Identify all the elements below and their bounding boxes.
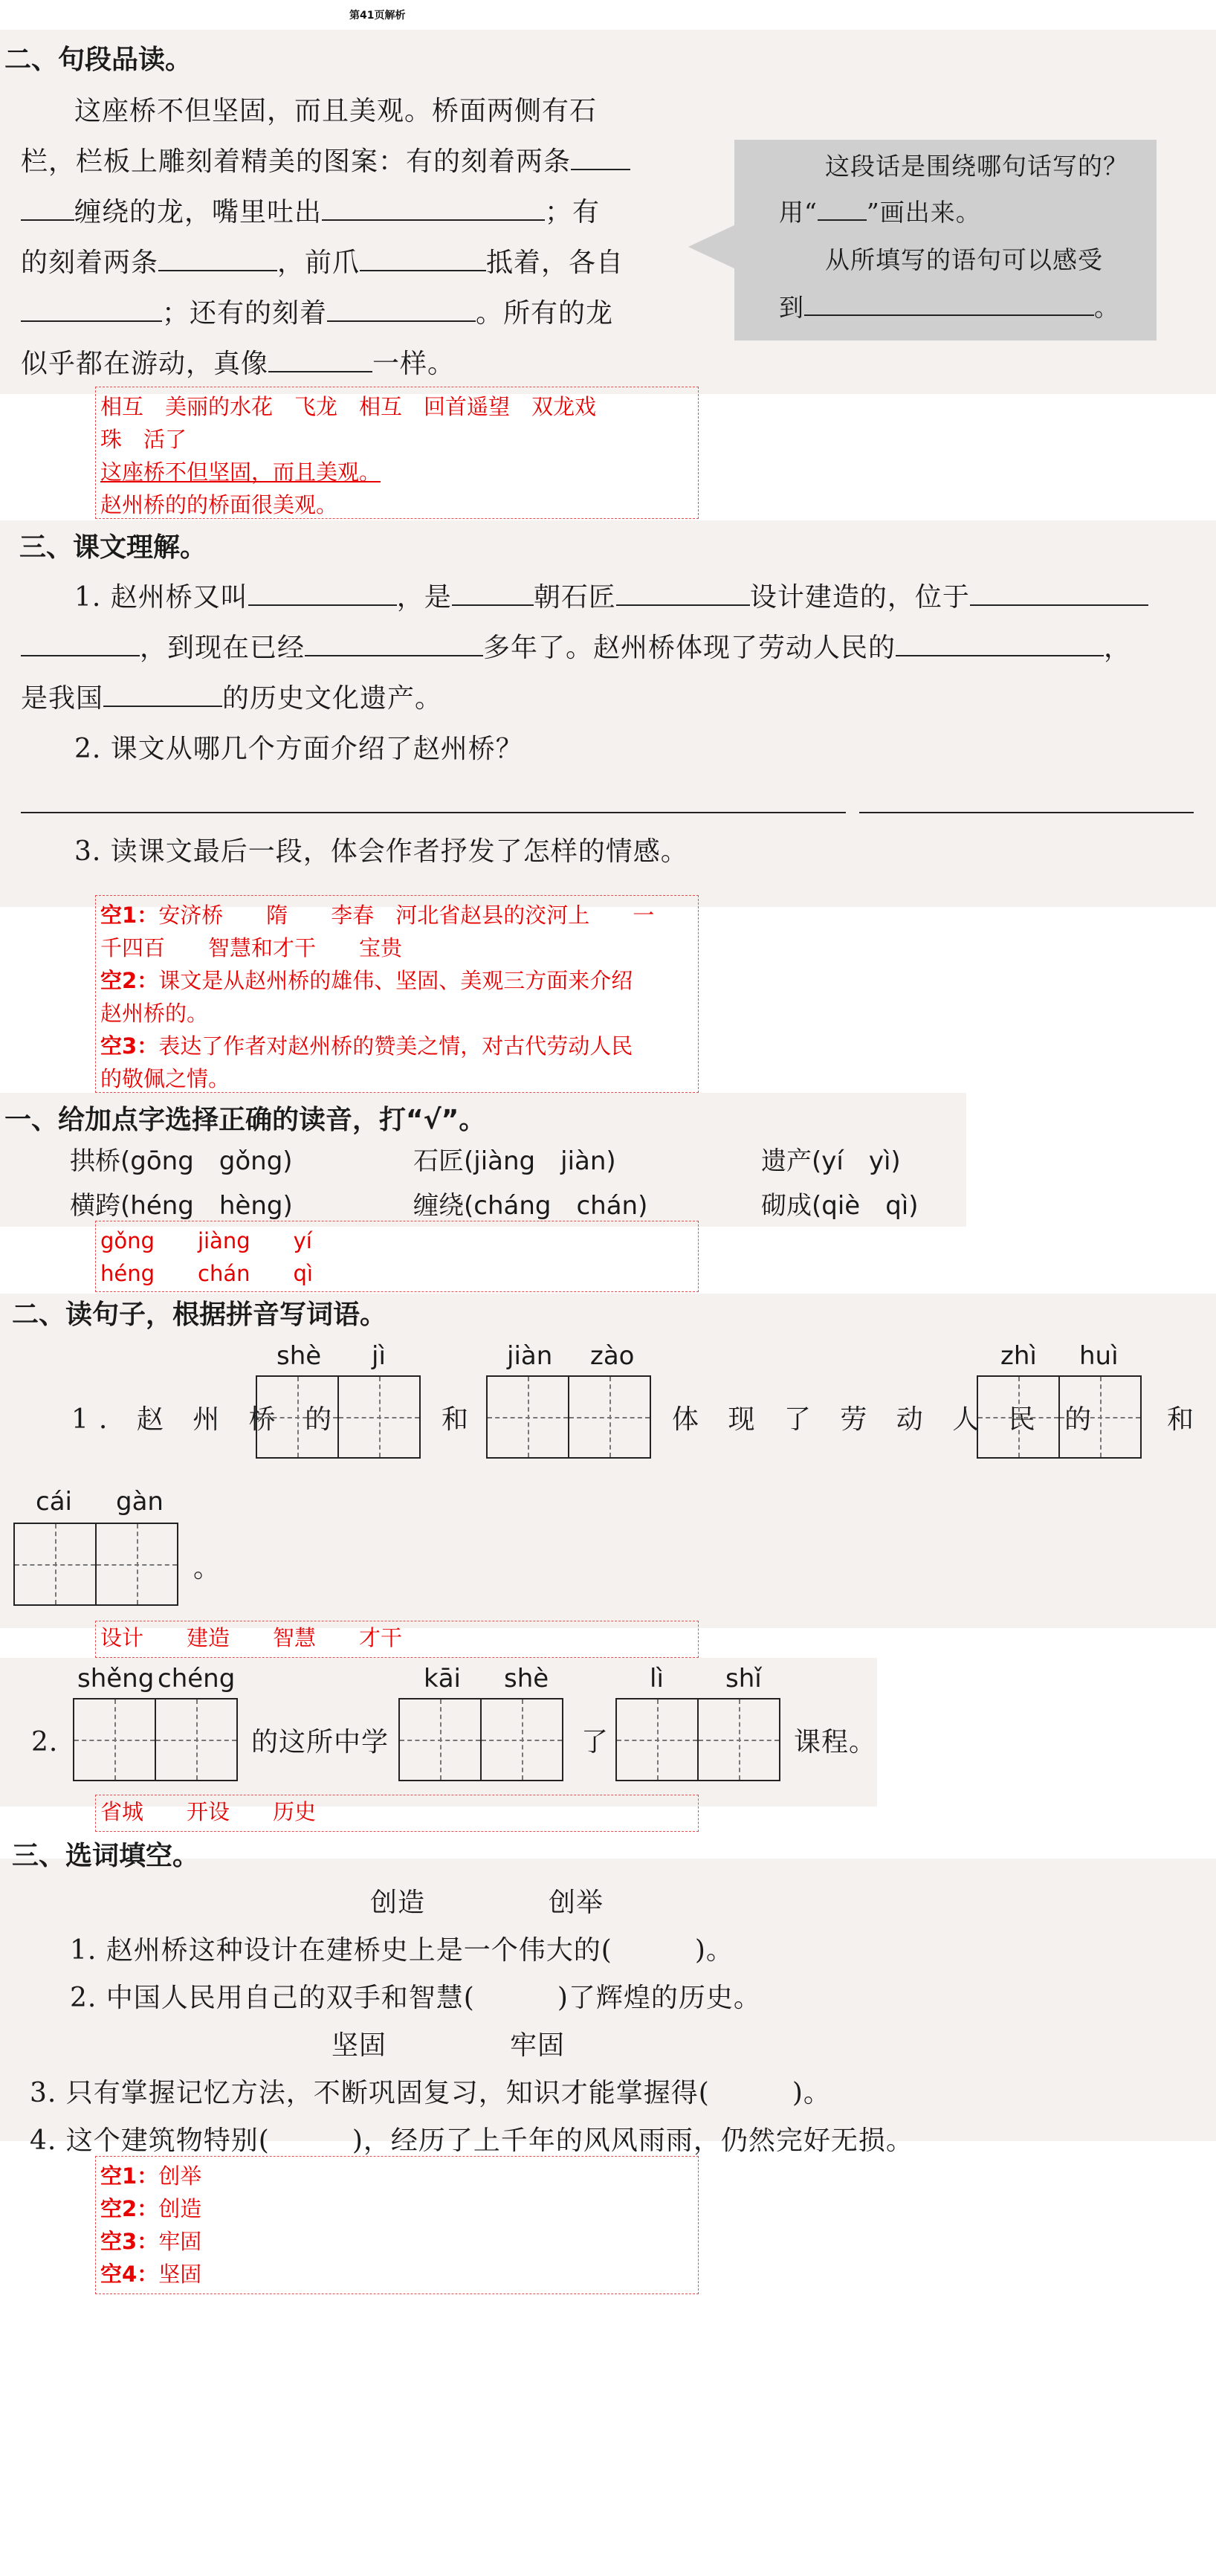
bubble-text: 这段话是围绕哪句话写的？	[825, 152, 1128, 181]
blank[interactable]	[305, 625, 483, 656]
text: ”画出来。	[866, 198, 981, 227]
pinyin: jì	[372, 1341, 386, 1371]
pinyin-choice-item[interactable]	[761, 1140, 901, 1177]
answer-line: héng chán qì	[100, 1261, 313, 1286]
text: 抵着，各自	[486, 248, 624, 278]
answer-box	[95, 1221, 699, 1292]
sentence-text: 和	[1167, 1404, 1195, 1435]
writing-grid[interactable]	[977, 1375, 1140, 1459]
blank[interactable]	[970, 575, 1148, 606]
options: (gōng gǒng)	[120, 1146, 293, 1176]
blank[interactable]	[322, 190, 545, 221]
answer-line: 赵州桥的。	[100, 1001, 209, 1026]
answer-line-blank[interactable]	[859, 812, 1194, 813]
blank[interactable]	[248, 575, 397, 606]
text: 1. 赵州桥又叫	[74, 582, 248, 613]
question-line: 3. 读课文最后一段，体会作者抒发了怎样的情感。	[74, 836, 688, 867]
answer-line	[100, 2258, 693, 2291]
word-choice: 牢固	[510, 2030, 566, 2061]
text: 多年了。赵州桥体现了劳动人民的	[483, 633, 896, 663]
answer-value: 安济桥 隋 李春 河北省赵县的洨河上 一	[158, 903, 655, 928]
grid-cell[interactable]	[615, 1698, 699, 1781]
blank[interactable]	[21, 625, 140, 656]
text: 似乎都在游动，真像	[21, 349, 269, 379]
text: 一样。	[372, 349, 456, 379]
text: 的刻着两条	[21, 248, 159, 278]
pinyin-choice-item[interactable]	[413, 1140, 616, 1177]
answer-value: 表达了作者对赵州桥的赞美之情，对古代劳动人民	[158, 1033, 633, 1059]
pinyin: zhì	[1000, 1341, 1037, 1371]
answer-box	[95, 895, 699, 1093]
grid-cell[interactable]	[256, 1375, 339, 1459]
grid-cell[interactable]	[486, 1375, 569, 1459]
paragraph-line	[21, 288, 613, 339]
blank[interactable]	[616, 575, 750, 606]
blank[interactable]	[571, 139, 630, 170]
text: 栏，栏板上雕刻着精美的图案：有的刻着两条	[21, 146, 572, 177]
pinyin: shè	[504, 1664, 549, 1694]
options: (qiè qì)	[812, 1191, 919, 1221]
pinyin: shè	[276, 1341, 322, 1371]
question-line[interactable]: 2. 中国人民用自己的双手和智慧( )了辉煌的历史。	[70, 1983, 761, 2013]
answer-line: 的敬佩之情。	[100, 1066, 230, 1091]
word: 拱桥	[70, 1146, 120, 1176]
sentence-text: 2.	[31, 1727, 59, 1757]
writing-grid[interactable]	[615, 1698, 779, 1781]
options: (yí yì)	[812, 1146, 901, 1176]
pinyin: shǐ	[725, 1664, 762, 1694]
writing-grid[interactable]	[256, 1375, 419, 1459]
grid-cell[interactable]	[13, 1523, 97, 1606]
options: (jiàng jiàn)	[464, 1146, 616, 1176]
bubble-text: 从所填写的语句可以感受	[825, 245, 1103, 274]
answer-key: 空2：	[100, 2196, 159, 2221]
pinyin: chéng	[158, 1664, 236, 1694]
answer-value: 牢固	[158, 2229, 202, 2254]
pinyin: gàn	[116, 1487, 164, 1517]
paragraph-line	[21, 339, 455, 390]
text: 用“	[779, 198, 818, 227]
bubble-pointer	[688, 225, 736, 269]
blank[interactable]	[896, 625, 1104, 656]
grid-cell[interactable]	[977, 1375, 1060, 1459]
grid-cell[interactable]	[337, 1375, 421, 1459]
blank[interactable]	[158, 240, 277, 271]
answer-line: 珠 活了	[100, 427, 187, 452]
sentence-text: 。	[193, 1553, 221, 1584]
answer-box	[95, 1795, 699, 1832]
blank[interactable]	[21, 291, 162, 322]
answer-box	[95, 2156, 699, 2294]
text: ，是	[396, 582, 452, 613]
answer-line: 赵州桥的的桥面很美观。	[100, 492, 338, 517]
grid-cell[interactable]	[1058, 1375, 1142, 1459]
pinyin: lì	[650, 1664, 664, 1694]
sentence-text: 1. 赵 州 桥 的	[71, 1404, 343, 1435]
text: ，	[1104, 633, 1132, 663]
answer-key: 空4：	[100, 2262, 159, 2287]
answer-line: gǒng jiàng yí	[100, 1228, 312, 1253]
text: 朝石匠	[533, 582, 616, 613]
paragraph-line	[21, 137, 630, 187]
text: ；还有的刻着	[162, 298, 328, 329]
grid-cell[interactable]	[398, 1698, 482, 1781]
text: 设计建造的，位于	[749, 582, 970, 613]
paragraph-line	[21, 187, 600, 238]
blank[interactable]	[804, 288, 1094, 316]
word: 遗产	[761, 1146, 812, 1176]
bubble-text	[779, 187, 981, 238]
question-line[interactable]: 3. 只有掌握记忆方法，不断巩固复习，知识才能掌握得( )。	[30, 2078, 831, 2108]
answer-line	[100, 1030, 693, 1062]
sentence-text: 体 现 了 劳 动 人 民 的	[672, 1404, 1102, 1435]
answer-key: 空2：	[100, 968, 159, 993]
grid-cell[interactable]	[95, 1523, 178, 1606]
answer-line	[100, 899, 693, 932]
section-heading: 二、句段品读。	[4, 45, 193, 75]
pinyin: zào	[590, 1341, 635, 1371]
blank[interactable]	[818, 193, 867, 221]
options: (cháng chán)	[464, 1191, 648, 1221]
blank[interactable]	[452, 575, 534, 606]
text: 的历史文化遗产。	[222, 683, 443, 714]
pinyin: kāi	[424, 1664, 461, 1694]
text: ，到现在已经	[140, 633, 305, 663]
answer-key: 空1：	[100, 903, 159, 928]
blank[interactable]	[360, 240, 486, 271]
grid-cell[interactable]	[568, 1375, 651, 1459]
grid-cell[interactable]	[480, 1698, 563, 1781]
sentence-text: 了	[581, 1727, 609, 1757]
text: ；有	[545, 197, 601, 227]
answer-value: 创造	[158, 2196, 202, 2221]
blank[interactable]	[327, 291, 476, 322]
question-line: 2. 课文从哪几个方面介绍了赵州桥？	[74, 734, 523, 764]
answer-line: 千四百 智慧和才干 宝贵	[100, 935, 403, 961]
section-heading: 一、给加点字选择正确的读音，打“√”。	[4, 1105, 486, 1135]
word-choice: 创举	[549, 1888, 604, 1918]
pinyin-choice-item[interactable]	[70, 1140, 293, 1177]
options: (héng hèng)	[120, 1191, 293, 1221]
word: 砌成	[761, 1191, 812, 1221]
pinyin-choice-item[interactable]	[761, 1185, 919, 1221]
answer-key: 空1：	[100, 2163, 159, 2189]
section-heading: 二、读句子，根据拼音写词语。	[12, 1300, 387, 1330]
section-heading: 三、课文理解。	[19, 532, 207, 563]
question-line	[74, 572, 1148, 623]
answer-line	[100, 964, 693, 997]
question-line[interactable]: 4. 这个建筑物特别( )，经历了上千年的风风雨雨，仍然完好无损。	[30, 2125, 913, 2156]
sentence-text: 和	[442, 1404, 470, 1435]
pinyin-choice-item[interactable]	[70, 1185, 293, 1221]
pinyin: huì	[1079, 1341, 1119, 1371]
bubble-text	[779, 283, 1119, 333]
question-line[interactable]: 1. 赵州桥这种设计在建桥史上是一个伟大的( )。	[70, 1935, 734, 1966]
grid-cell[interactable]	[155, 1698, 238, 1781]
question-line	[21, 623, 1131, 674]
pinyin: shěng	[77, 1664, 155, 1694]
answer-line-blank[interactable]	[21, 812, 846, 813]
word: 石匠	[413, 1146, 464, 1176]
word-choice: 坚固	[332, 2030, 387, 2061]
text: 。	[1094, 293, 1119, 322]
section-heading: 三、选词填空。	[12, 1841, 200, 1871]
answer-key: 空3：	[100, 2229, 159, 2254]
word-choice: 创造	[370, 1888, 426, 1918]
answer-box	[95, 387, 699, 519]
text: 缠绕的龙，嘴里吐出	[74, 197, 323, 227]
answer-line: 省城 开设 历史	[100, 1799, 317, 1824]
answer-line	[100, 2192, 693, 2225]
blank[interactable]	[21, 190, 74, 221]
answer-line: 这座桥不但坚固，而且美观。	[100, 459, 381, 485]
grid-cell[interactable]	[697, 1698, 780, 1781]
pinyin: jiàn	[507, 1341, 553, 1371]
writing-grid[interactable]	[398, 1698, 562, 1781]
pinyin-choice-item[interactable]	[413, 1185, 647, 1221]
pinyin: cái	[36, 1487, 72, 1517]
answer-line: 相互 美丽的水花 飞龙 相互 回首遥望 双龙戏	[100, 394, 597, 419]
answer-value: 课文是从赵州桥的雄伟、坚固、美观三方面来介绍	[158, 968, 633, 993]
writing-grid[interactable]	[486, 1375, 650, 1459]
blank[interactable]	[103, 676, 222, 707]
grid-cell[interactable]	[73, 1698, 156, 1781]
writing-grid[interactable]	[13, 1523, 177, 1606]
sentence-text: 的这所中学	[251, 1727, 389, 1757]
answer-key: 空3：	[100, 1033, 159, 1059]
answer-line	[100, 2160, 693, 2192]
text: 到	[779, 293, 804, 322]
answer-value: 创举	[158, 2163, 202, 2189]
text: 。所有的龙	[476, 298, 614, 329]
answer-box	[95, 1621, 699, 1658]
answer-line	[100, 2225, 693, 2258]
answer-value: 坚固	[158, 2262, 202, 2287]
word: 横跨	[70, 1191, 120, 1221]
page-title: 第41页解析	[349, 10, 406, 22]
word: 缠绕	[413, 1191, 464, 1221]
blank[interactable]	[268, 341, 372, 372]
sentence-text: 课程。	[794, 1727, 877, 1757]
answer-line: 设计 建造 智慧 才干	[100, 1625, 403, 1650]
question-line	[21, 674, 442, 724]
paragraph-line	[21, 238, 624, 288]
paragraph-line: 这座桥不但坚固，而且美观。桥面两侧有石	[74, 96, 598, 126]
text: ，前爪	[277, 248, 360, 278]
text: 是我国	[21, 683, 104, 714]
writing-grid[interactable]	[73, 1698, 236, 1781]
